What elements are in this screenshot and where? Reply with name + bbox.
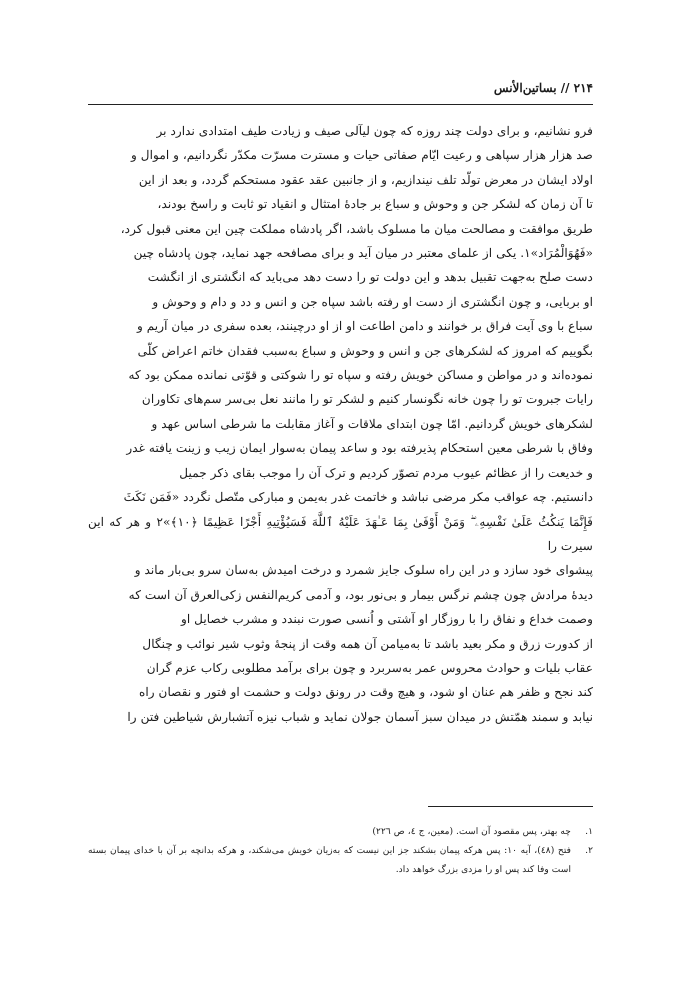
footnote-text: چه بهتر، پس مقصود آن است. (معین، ج ٤، ص ۲۲٦) [372, 826, 571, 837]
footnote-separator [428, 806, 593, 807]
quran-verse-line: فَإِنَّمَا يَنكُثُ عَلَىٰ نَفْسِهِۦ ۖ وَمَنْ أَوْفَىٰ بِمَا عَـٰهَدَ عَلَيْهُ ٱللَّهَ فَسَيُؤْتِيهِ أَجْرًا عَظِيمًا ﴿١٠﴾»۲ و هر که این سیرت را [88, 514, 593, 553]
running-title: ۲۱۴ // بساتین‌الأنس [493, 81, 593, 95]
text-line: تا آن زمان که لشکر جن و وحوش و سباع بر جادهٔ امتثال و انقیاد تو ثابت و راسخ بودند، [157, 197, 593, 212]
main-text [88, 119, 593, 729]
footnote-text: فتح (٤۸)، آیه ۱۰: پس هرکه پیمان بشکند جز این نیست که به‌زیان خویش می‌شکند، و هرکه بدانچه بر آن با خدای پیمان بسته است وفا کند پس او را مزدی بزرگ خواهد داد. [88, 845, 571, 875]
text-line: صد هزار هزار سپاهی و رعیت ایّام صفاتی حیات و مسترت مسرّت مکدّر نگردانیم، و اموال و [131, 148, 593, 163]
text-line: نیابد و سمند همّتش در میدان سبز آسمان جولان نماید و شباب نیزه آتشبارش شیاطین فتن را [127, 709, 593, 724]
text-line: و خدیعت را از عظائم عیوب مردم تصوّر کردیم و ترک آن را موجب بقای ذکر جمیل [179, 465, 593, 480]
text-line: دست صلح به‌جهت تقبیل بدهد و این دولت تو را دست دهد می‌باید که انگشتری از انگشت [147, 270, 593, 285]
text-line: بگوییم که امروز که لشکرهای جن و انس و وحوش و سباع به‌سبب فقدان خاتم اعراض کلّی [137, 343, 593, 358]
footnote [88, 822, 593, 841]
page-header [88, 80, 593, 105]
text-line: طریق موافقت و مصالحت میان ما مسلوک باشد، اگر پادشاه مملکت چین این معنی قبول کرد، [120, 221, 593, 236]
text-line: نموده‌اند و در مواطن و مساکن خویش رفته و سپاه تو را شوکتی و قوّتی نمانده ممکن بود که [128, 368, 593, 383]
text-line: فرو نشانیم، و برای دولت چند روزه که چون لیآلی صیف و زیادت طیف امتدادی ندارد بر [156, 124, 593, 138]
text-line: پیشوای خود سازد و در این راه سلوک جایز شمرد و درخت امیدش به‌سان سرو بی‌بار ماند و [134, 563, 593, 578]
footnote-number: ۱. [585, 826, 593, 837]
text-line: از کدورت زرق و مکر بعید باشد تا به‌میامن آن همه وقت از پنجهٔ وثوب شیر نوائب و چنگال [142, 636, 593, 651]
text-line: کند نجح و ظفر هم عنان او شود، و هیچ وقت در رونق دولت و حشمت او فتور و نقصان راه [138, 685, 593, 700]
text-line: «فَهُوَالْمُرَاد»۱. یکی از علمای معتبر در میان آید و برای مصافحه جهد نماید، چون پادشاه چین [133, 246, 593, 261]
text-line: وصمت خداع و نفاق را با روزگار او آشتی و اُنسی صورت نبندد و مشرب خصایل او [180, 612, 593, 627]
text-line: رایات جبروت تو را چون خانه نگونسار کنیم و لشکر تو را مانند نعل بی‌سر سم‌های تکاوران [141, 392, 593, 407]
text-line: اولاد ایشان در معرض تولّد تلف نیندازیم، و از جانبین عقد عقود مستحکم گردد، و بعد از این [138, 172, 593, 187]
text-line: وفاق با شرطی معین استحکام پذیرفته بود و ساعد پیمان به‌سوار ایمان زیب و زینت یافته غدر [126, 441, 593, 456]
text-line: عقاب بلیات و حوادث محروس عمر به‌سربرد و چون برای برآمد مطلوبی رکاب عزم گران [146, 660, 593, 675]
text-line: او بربایی، و چون انگشتری از دست او رفته باشد سپاه جن و انس و دد و دام و وحوش و [152, 294, 593, 309]
footnote-number: ۲. [585, 845, 593, 856]
text-line: دیدهٔ مرادش چون چشم نرگس بیمار و بی‌نور بود، و آدمی کریم‌النفس زکی‌العرق آن است که [128, 587, 593, 602]
footnotes [88, 822, 593, 879]
text-line: دانستیم. چه عواقب مکر مرضی نباشد و خاتمت غدر به‌یمن و مبارکی متّصل نگردد «فَمَن نَكَثَ [123, 490, 593, 505]
text-line: سباع با وی آیت فراق بر خوانند و دامن اطاعت او از او درچینند، بعده سفری در میان آریم و [136, 319, 593, 334]
text-line: لشکرهای خویش گردانیم. امّا چون ابتدای ملاقات و آغاز مقابلت ما شرطی اساس عهد و [151, 416, 593, 431]
footnote [88, 841, 593, 879]
